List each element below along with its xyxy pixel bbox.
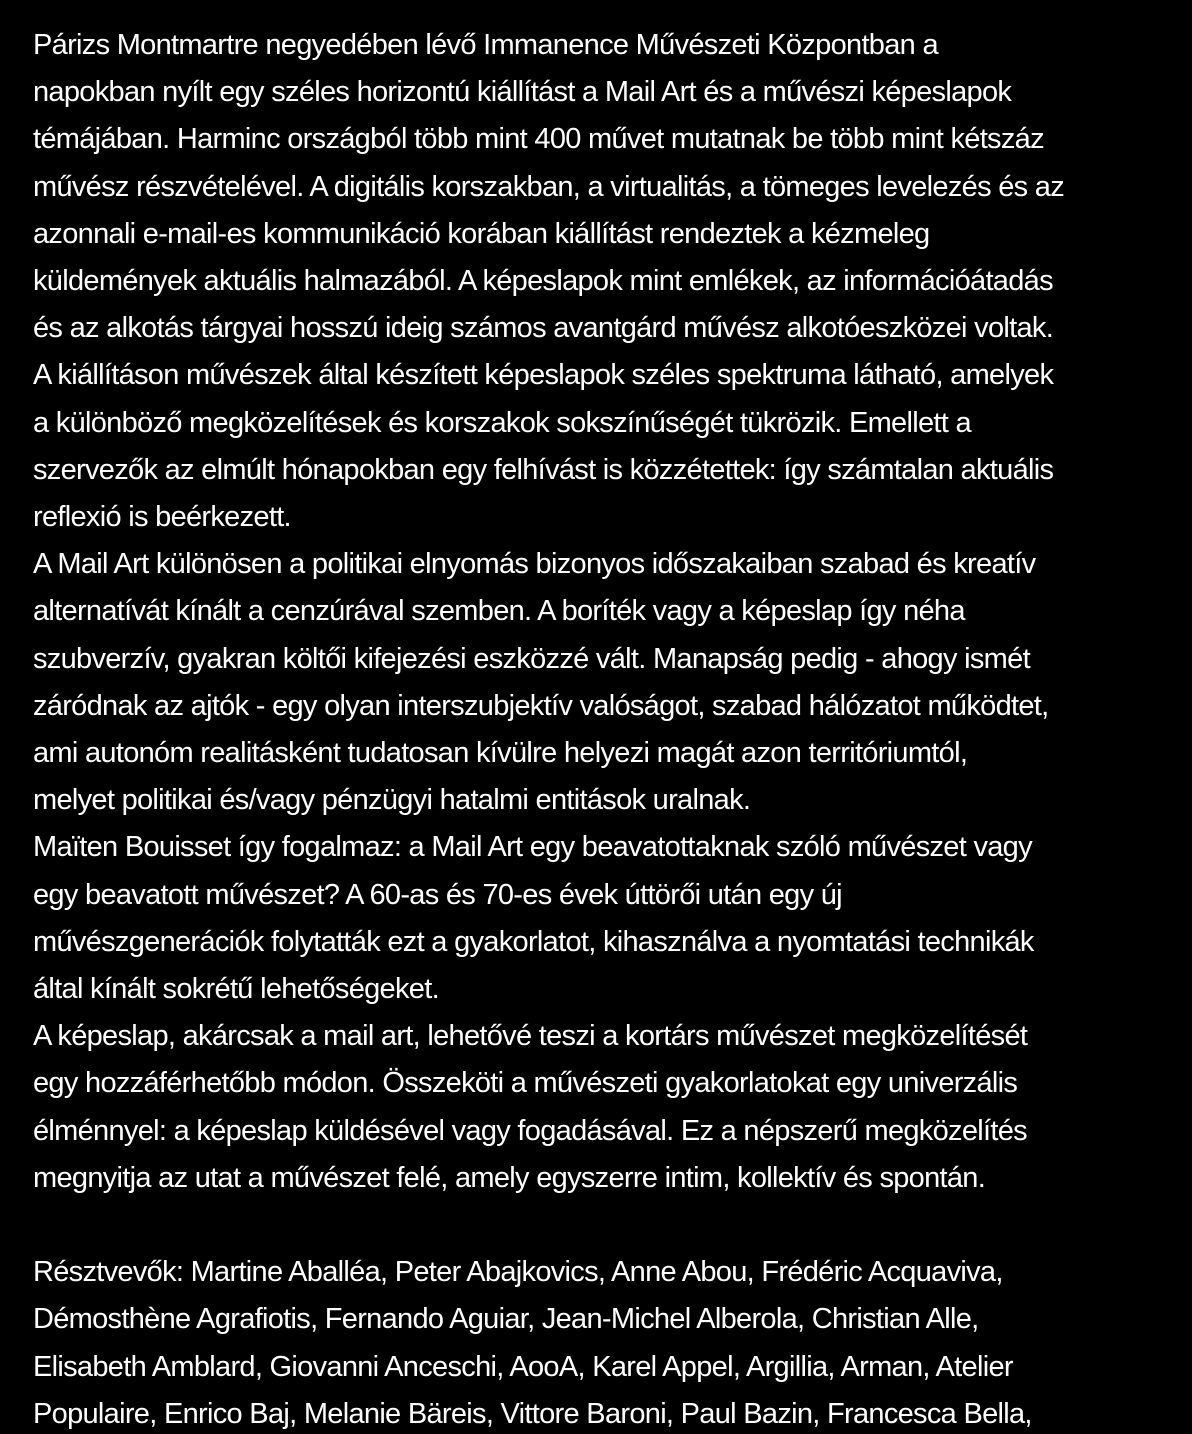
text-line: témájában. Harminc országból több mint 400 művet mutatnak be több mint kétszáz [33, 123, 1044, 156]
text-line: melyet politikai és/vagy pénzügyi hatalmi entitások uralnak. [33, 784, 751, 817]
text-line: művészgenerációk folytatták ezt a gyakorlatot, kihasználva a nyomtatási technikák [33, 925, 1034, 958]
text-line: A kiállításon művészek által készített képeslapok széles spektruma látható, amelyek [33, 359, 1054, 392]
text-line: A képeslap, akárcsak a mail art, lehetővé teszi a kortárs művészet megközelítését [33, 1020, 1028, 1053]
text-line: küldemények aktuális halmazából. A képeslapok mint emlékek, az információátadás [33, 265, 1053, 298]
text-line: záródnak az ajtók - egy olyan interszubjektív valóságot, szabad hálózatot működtet, [33, 689, 1049, 722]
text-line: által kínált sokrétű lehetőségeket. [33, 973, 439, 1006]
text-line: A Mail Art különösen a politikai elnyomás bizonyos időszakaiban szabad és kreatív [33, 548, 1036, 581]
text-line: ami autonóm realitásként tudatosan kívülre helyezi magát azon territóriumtól, [33, 737, 968, 770]
text-line: egy beavatott művészet? A 60-as és 70-es évek úttörői után egy új [33, 878, 842, 911]
text-line: Résztvevők: Martine Aballéa, Peter Abajkovics, Anne Abou, Frédéric Acquaviva, [33, 1256, 1003, 1289]
text-line: szubverzív, gyakran költői kifejezési eszközzé vált. Manapság pedig - ahogy ismét [33, 642, 1030, 675]
text-line: szervezők az elmúlt hónapokban egy felhívást is közzétettek: így számtalan aktuális [33, 453, 1054, 486]
text-line: azonnali e-mail-es kommunikáció korában kiállítást rendeztek a kézmeleg [33, 217, 930, 250]
text-line: Populaire, Enrico Baj, Melanie Bäreis, Vittore Baroni, Paul Bazin, Francesca Bella, [33, 1397, 1032, 1430]
text-line: napokban nyílt egy széles horizontú kiállítást a Mail Art és a művészi képeslapok [33, 76, 1012, 109]
text-line: művész részvételével. A digitális korszakban, a virtualitás, a tömeges levelezés és az [33, 170, 1065, 203]
text-line: megnyitja az utat a művészet felé, amely egyszerre intim, kollektív és spontán. [33, 1161, 986, 1194]
text-line: Párizs Montmartre negyedében lévő Immanence Művészeti Központban a [33, 29, 938, 61]
text-line: Démosthène Agrafiotis, Fernando Aguiar, Jean-Michel Alberola, Christian Alle, [33, 1303, 979, 1336]
text-line: Maïten Bouisset így fogalmaz: a Mail Art egy beavatottaknak szóló művészet vagy [33, 831, 1032, 864]
text-line: a különböző megközelítések és korszakok sokszínűségét tükrözik. Emellett a [33, 406, 971, 439]
text-line: élménnyel: a képeslap küldésével vagy fogadásával. Ez a népszerű megközelítés [33, 1114, 1027, 1147]
blank-line [33, 1202, 1174, 1249]
text-line: Elisabeth Amblard, Giovanni Anceschi, AooA, Karel Appel, Argillia, Arman, Atelier [33, 1350, 1013, 1383]
text-line: alternatívát kínált a cenzúrával szemben. A boríték vagy a képeslap így néha [33, 595, 965, 628]
text-line: és az alkotás tárgyai hosszú ideig számos avantgárd művész alkotóeszközei voltak. [33, 312, 1054, 345]
text-line: egy hozzáférhetőbb módon. Összeköti a művészeti gyakorlatokat egy univerzális [33, 1067, 1018, 1100]
text-line: reflexió is beérkezett. [33, 501, 291, 534]
